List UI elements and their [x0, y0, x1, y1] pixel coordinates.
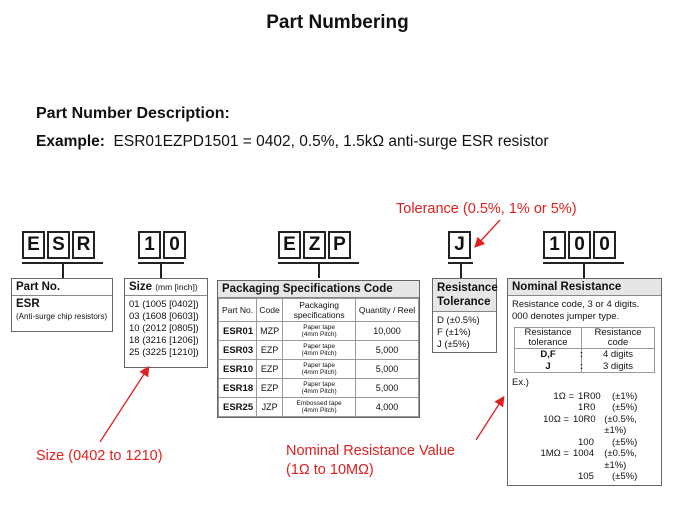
tol-title-1: Resistance: [437, 282, 498, 294]
pkg-spec-pitch: (4mm Pitch): [301, 331, 337, 338]
code-char: E: [22, 231, 45, 259]
pkg-spec-pitch: (4mm Pitch): [301, 369, 337, 376]
example-value: 1004: [572, 448, 595, 459]
pkg-part: ESR18: [219, 379, 257, 398]
pkg-spec-pitch: (4mm Pitch): [301, 350, 337, 357]
code-char: S: [47, 231, 70, 259]
nominal-sep: :: [579, 360, 583, 372]
pkg-header: Packaging specifications: [283, 299, 356, 322]
code-char: R: [72, 231, 95, 259]
nominal-panel-title: Nominal Resistance: [508, 279, 661, 296]
size-item: 25 (3225 [1210]): [129, 347, 199, 358]
pkg-code: MZP: [257, 322, 283, 341]
pkg-spec-type: Paper tape: [303, 362, 335, 369]
code-char: P: [328, 231, 351, 259]
nominal-code: 3 digits: [582, 361, 655, 373]
size-unit: (mm [inch]): [155, 282, 198, 292]
code-char: 1: [138, 231, 161, 259]
packaging-panel-title: Packaging Specifications Code: [218, 281, 419, 298]
example-value: 100: [578, 436, 594, 448]
size-title: Size: [129, 281, 153, 293]
code-char: 1: [543, 231, 566, 259]
pkg-code: EZP: [257, 341, 283, 360]
nominal-code: 4 digits: [582, 349, 655, 361]
nominal-desc: Resistance code, 3 or 4 digits.: [512, 299, 640, 310]
pkg-part: ESR03: [219, 341, 257, 360]
nominal-th-line: Resistance: [524, 327, 572, 338]
example-value: 10R0: [572, 413, 596, 425]
nominal-tol: D,F: [540, 349, 556, 360]
nominal-arrow: [476, 398, 503, 440]
code-char: 0: [163, 231, 186, 259]
example-value: 105: [578, 471, 594, 482]
example-tol: (±5%): [612, 402, 638, 413]
part-code: ESR: [16, 298, 40, 310]
example-value: 1R0: [578, 402, 596, 413]
size-item: 01 (1005 [0402]): [129, 299, 199, 310]
code-char: E: [278, 231, 301, 259]
nominal-th-line: code: [607, 337, 629, 348]
pkg-spec-type: Embossed tape: [296, 400, 342, 407]
pkg-part: ESR01: [219, 322, 257, 341]
tol-item: F (±1%): [437, 327, 471, 338]
nominal-desc: 000 denotes jumper type.: [512, 310, 620, 322]
pkg-qty: 10,000: [356, 322, 419, 341]
pkg-spec-type: Paper tape: [303, 381, 335, 388]
pkg-qty: 5,000: [356, 341, 419, 360]
tolerance-arrow: [476, 220, 500, 246]
code-char: Z: [303, 231, 326, 259]
nominal-th-line: Resistance: [594, 327, 642, 338]
section-heading: Part Number Description:: [36, 105, 230, 122]
size-item: 10 (2012 [0805]): [129, 323, 199, 334]
page-title: Part Numbering: [266, 12, 409, 33]
nominal-th-line: tolerance: [528, 337, 568, 348]
example-text: ESR01EZPD1501 = 0402, 0.5%, 1.5kΩ anti-surge ESR resistor: [113, 133, 549, 150]
nominal-sep: :: [579, 349, 583, 360]
part-panel-title: Part No.: [12, 279, 112, 296]
tol-item: J (±5%): [437, 339, 470, 350]
example-label: 1MΩ =: [540, 448, 569, 459]
example-tol: (±5%): [612, 436, 638, 448]
tol-title-2: Tolerance: [437, 296, 491, 308]
example-label: 1Ω =: [553, 390, 574, 402]
pkg-qty: 4,000: [356, 398, 419, 417]
code-char: 0: [568, 231, 591, 259]
nominal-annotation-line: Nominal Resistance Value: [286, 443, 455, 459]
pkg-part: ESR25: [219, 398, 257, 417]
example-label: Example:: [36, 133, 105, 150]
size-annotation: Size (0402 to 1210): [36, 448, 163, 464]
pkg-spec-type: Paper tape: [303, 343, 335, 350]
pkg-code: JZP: [257, 398, 283, 417]
example-label: 10Ω =: [543, 413, 569, 425]
size-arrow: [100, 368, 148, 442]
pkg-part: ESR10: [219, 360, 257, 379]
pkg-header: Quantity / Reel: [356, 299, 419, 322]
pkg-header: Part No.: [219, 299, 257, 322]
size-item: 18 (3216 [1206]): [129, 335, 199, 346]
nominal-annotation-line: (1Ω to 10MΩ): [286, 462, 374, 478]
example-tol: (±5%): [612, 471, 638, 482]
example-tol: (±1%): [612, 390, 638, 402]
nominal-tol: J: [545, 360, 551, 372]
pkg-spec-type: Paper tape: [303, 324, 335, 331]
pkg-header: Code: [257, 299, 283, 322]
pkg-spec-pitch: (4mm Pitch): [301, 407, 337, 414]
pkg-code: EZP: [257, 360, 283, 379]
code-char: 0: [593, 231, 616, 259]
pkg-spec-pitch: (4mm Pitch): [301, 388, 337, 395]
tolerance-annotation: Tolerance (0.5%, 1% or 5%): [396, 201, 577, 217]
pkg-code: EZP: [257, 379, 283, 398]
part-desc: (Anti-surge chip resistors): [16, 311, 108, 321]
example-tol: (±0.5%, ±1%): [604, 413, 637, 436]
size-item: 03 (1608 [0603]): [129, 311, 199, 322]
tol-item: D (±0.5%): [437, 315, 480, 326]
pkg-qty: 5,000: [356, 379, 419, 398]
pkg-qty: 5,000: [356, 360, 419, 379]
example-value: 1R00: [578, 390, 601, 402]
example-tol: (±0.5%, ±1%): [604, 448, 637, 471]
examples-label: Ex.): [512, 377, 529, 388]
code-char: J: [448, 231, 471, 259]
